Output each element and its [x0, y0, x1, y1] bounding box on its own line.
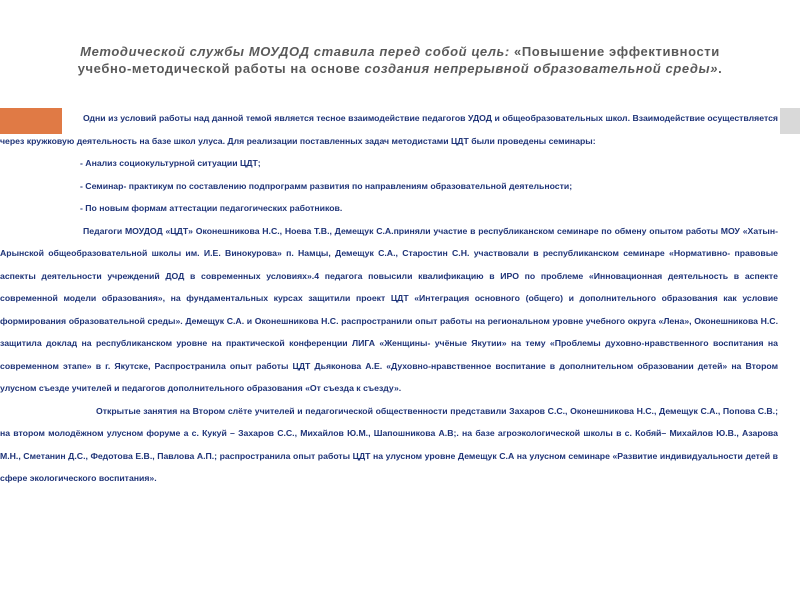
list-item: - Семинар- практикум по составлению подпрограмм развития по направлениям образовательной деятельности; — [80, 180, 573, 191]
title-lead: Методической службы МОУДОД ставила перед собой цель: — [80, 44, 510, 59]
title-emphasis: создания непрерывной образовательной среды» — [364, 61, 719, 76]
slide-title — [60, 43, 740, 77]
slide-body — [0, 107, 778, 490]
list-item: - Анализ социокультурной ситуации ЦДТ; — [80, 158, 261, 168]
title-quote: «Повышение эффективности учебно-методической работы на основе — [77, 44, 720, 76]
paragraph-open-lessons: Открытые занятия на Втором слёте учителей и педагогической общественности представили Захаров С.С., Оконешникова Н.С., Демещук С.А., Попова С.В.; на втором молодёжном улусном форуме а с. Кукуй – Захаров С.С., Михайлов Ю.М., Шапошникова А.В;. на базе агроэкологической школы в с. Кобяй– Михайлов Ю.В., Азарова М.Н., Сметанин Д.С., Федотова Е.В., Павлова А.П.; распространила опыт работы ЦДТ на улусном уровне Демещук С.А на улусном семинаре «Развитие индивидуальности детей в сфере экологического воспитания». — [0, 405, 778, 483]
paragraph-intro: Одни из условий работы над данной темой является тесное взаимодействие педагогов УДОД и общеобразовательных школ. Взаимодействие осуществляется через кружковую деятельность на базе школ улуса. Для реализации поставленных задач методистами ЦДТ были проведены семинары: — [0, 113, 778, 146]
paragraph-teachers: Педагоги МОУДОД «ЦДТ» Оконешникова Н.С., Ноева Т.В., Демещук С.А.приняли участие в республиканском семинаре по обмену опытом работы МОУ «Хатын- Арынской общеобразовательной школы им. И.Е. Винокурова» п. Намцы, Демещук С.А., Старостин С.Н. участвовали в республиканском семинаре «Нормативно- правовые аспекты деятельности учреждений ДОД в современных условиях».4 педагога повысили квалификацию в ИРО по проблеме «Инновационная деятельность в аспекте современной модели образования», на фундаментальных курсах защитили проект ЦДТ «Интеграция основного (общего) и дополнительного образования как условие формирования образовательной среды». Демещук С.А. и Оконешникова Н.С. распространили опыт работы на региональном уровне учебного округа «Лена», Оконешникова Н.С. защитила доклад на республиканском уровне на практической конференции ЛИГА «Женщины- учёные Якутии» на тему «Проблемы духовно-нравственного воспитания на современном этапе» в г. Якутске, Распространила опыт работы ЦДТ Дьяконова А.Е. «Духовно-нравственное воспитание в дополнительном образовании детей» на Втором улусном съезде учителей и педагогов дополнительного образования «От съезда к съезду». — [0, 225, 778, 393]
list-item: - По новым формам аттестации педагогических работников. — [80, 203, 343, 213]
title-end: . — [718, 61, 723, 76]
